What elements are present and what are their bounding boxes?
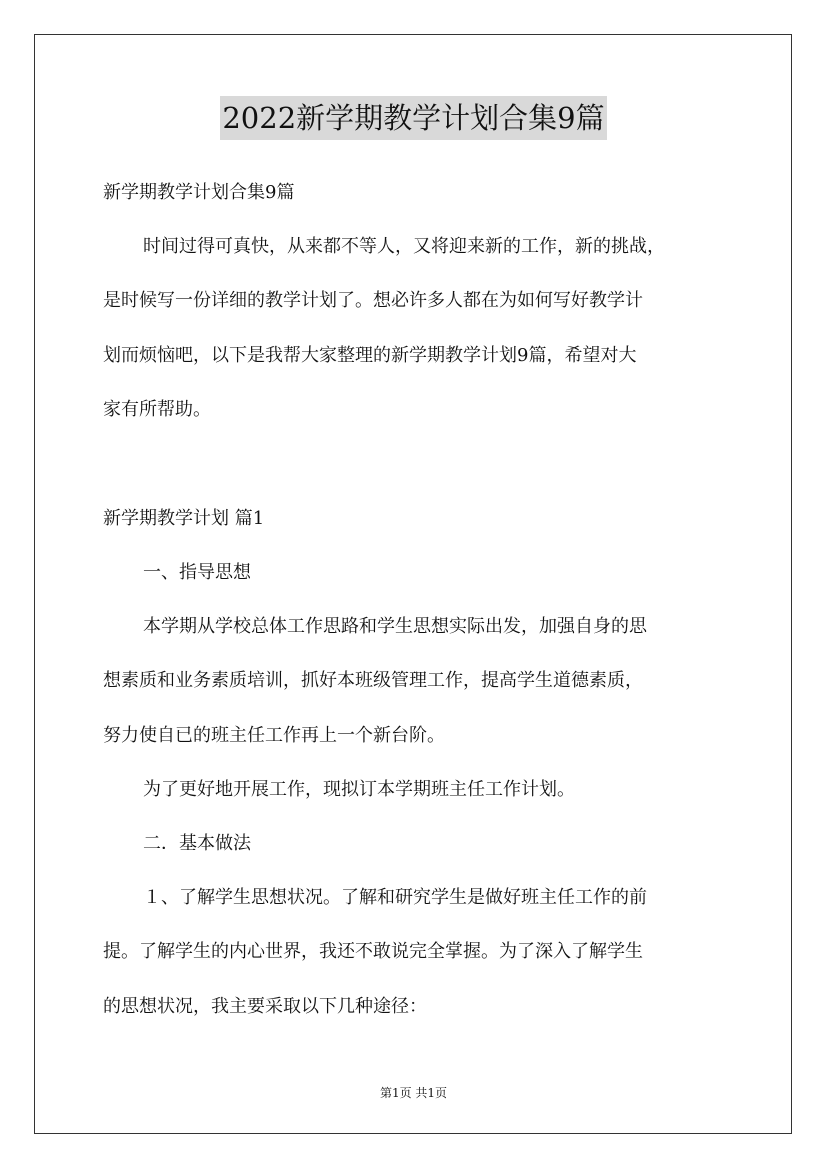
title-container <box>0 96 827 140</box>
paragraph-line: 努力使自已的班主任工作再上一个新台阶。 <box>103 725 445 746</box>
paragraph-line: 想素质和业务素质培训，抓好本班级管理工作，提高学生道德素质， <box>103 670 643 691</box>
paragraph-line: 本学期从学校总体工作思路和学生思想实际出发，加强自身的思 <box>143 616 647 637</box>
paragraph-line: 是时候写一份详细的教学计划了。想必许多人都在为如何写好教学计 <box>103 290 643 311</box>
paragraph-line: 家有所帮助。 <box>103 399 211 420</box>
section-heading: 新学期教学计划 篇1 <box>103 508 265 529</box>
document-title: 2022新学期教学计划合集9篇 <box>220 96 606 140</box>
subsection-heading: 一、指导思想 <box>143 562 251 583</box>
paragraph-line: 划而烦恼吧，以下是我帮大家整理的新学期教学计划9篇，希望对大 <box>103 345 637 366</box>
paragraph-line: 提。了解学生的内心世界，我还不敢说完全掌握。为了深入了解学生 <box>103 941 643 962</box>
subtitle-line: 新学期教学计划合集9篇 <box>103 182 295 203</box>
paragraph-line: 的思想状况，我主要采取以下几种途径： <box>103 996 427 1017</box>
paragraph-line: 为了更好地开展工作，现拟订本学期班主任工作计划。 <box>143 779 575 800</box>
subsection-heading: 二．基本做法 <box>143 833 251 854</box>
paragraph-line: １、了解学生思想状况。了解和研究学生是做好班主任工作的前 <box>143 887 647 908</box>
page-footer: 第1页 共1页 <box>379 1086 448 1100</box>
paragraph-line: 时间过得可真快，从来都不等人，又将迎来新的工作，新的挑战， <box>143 236 665 257</box>
